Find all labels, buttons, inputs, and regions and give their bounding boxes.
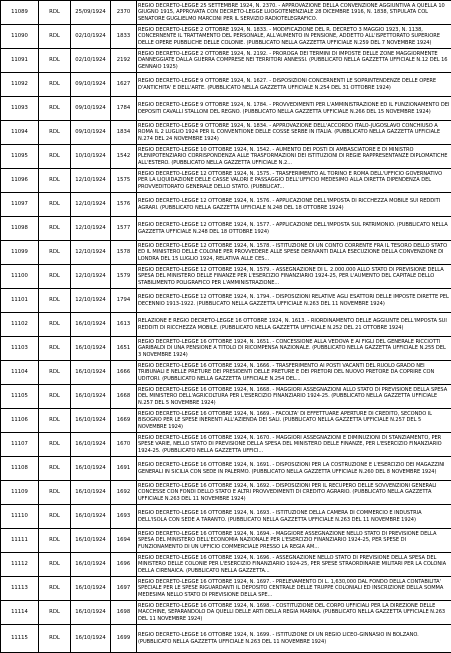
- decree-date: 12/10/1924: [71, 289, 111, 313]
- decree-number: 11104: [1, 361, 39, 385]
- decree-type: RDL: [39, 601, 71, 625]
- table-row: [1, 481, 451, 505]
- table-row: [1, 553, 451, 577]
- decree-date: 02/10/1924: [71, 25, 111, 49]
- decree-number: 11109: [1, 481, 39, 505]
- table-row: [1, 361, 451, 385]
- decree-description: REGIO DECRETO-LEGGE 16 OTTOBRE 1924, N. 1666. - TRASFERIMENTO AI POSTI VACANTI DEL RUOLO GRADO NEI TRIBUNALI E NELLE PRETURE DEI PRESIDENTI DELLE PRETURE E DEI PRETORI DEL NUOVO PRETORE DA COPRIRE CON UDITORI. (PUBBLICATO NELLA GAZZETTA UFFICIALE N.254 DEL...: [137, 361, 451, 385]
- decree-description: REGIO DECRETO-LEGGE 16 OTTOBRE 1924, N. 1668. - MAGGIORI ASSEGNAZIONI ALLO STATO DI PREVISIONE DELLA SPESA DEL MINISTERO DELL'AGRICOLTURA PER L'ESERCIZIO FINANZIARIO 1924-25. (PUBBLICATO NELLA GAZZETTA UFFICIALE N.257 DEL 5 NOVEMBRE 1924): [137, 385, 451, 409]
- decree-description: REGIO DECRETO-LEGGE 2 OTTOBRE 1924, N. 1833. - MODIFICAZIONE DEL R. DECRETO 3 MAGGIO 1923, N. 1138, CONCERNENTE IL TRATTAMENTO DEL PERSONALE, ALL'AUMENTO IN PENSIONE, ADDETTO ALL'ISPETTORATO SUPERIORE DELLE OPERE PUBBLICHE DELLE COLONIE. (PUBBLICATO NELLA GAZZETTA UFFICIALE N.259 DEL 7 NOVEMBRE 1924): [137, 25, 451, 49]
- decree-description: REGIO DECRETO-LEGGE 12 OTTOBRE 1924, N. 1576. - APPLICAZIONE DELL'IMPOSTA DI RICCHEZZA MOBILE SUI REDDITI AGRARI. (PUBBLICATO NELLA GAZZETTA UFFICIALE N.248 DEL 18 OTTOBRE 1924): [137, 193, 451, 217]
- table-row: [1, 505, 451, 529]
- table-row: [1, 25, 451, 49]
- decree-code: 1696: [111, 553, 137, 577]
- decree-type: RDL: [39, 313, 71, 337]
- decree-number: 11097: [1, 193, 39, 217]
- decree-number: 11107: [1, 433, 39, 457]
- decree-description: REGIO DECRETO-LEGGE 12 OTTOBRE 1924, N. 1794. - DISPOSIZIONI RELATIVE AGLI ESATTORI DELLE IMPOSTE DIRETTE PEL DECENNIO 1913-1922. (PUBBLICATO NELLA GAZZETTA UFFICIALE N.263 DEL 11 NOVEMBRE 1924): [137, 289, 451, 313]
- decree-date: 12/10/1924: [71, 241, 111, 265]
- decree-number: 11112: [1, 553, 39, 577]
- table-row: [1, 1, 451, 25]
- decree-type: RDL: [39, 1, 71, 25]
- decree-description: REGIO DECRETO-LEGGE 16 OTTOBRE 1924, N. 1670. - MAGGIORI ASSEGNAZIONI E DIMINUZIONI DI STANZIAMENTO, PER SPESE VARIE, NELLO STATO DI PREVISIONE DELLA SPESA DEL MINISTERO DELLE FINANZE, PER L'ESERCIZIO FINANZIARIO 1924-25. (PUBBLICATO NELLA GAZZETTA UFFICI...: [137, 433, 451, 457]
- decree-date: 16/10/1924: [71, 337, 111, 361]
- decree-code: 1691: [111, 457, 137, 481]
- decree-type: RDL: [39, 169, 71, 193]
- decree-code: 1698: [111, 601, 137, 625]
- decree-description: RELAZIONE E REGIO DECRETO-LEGGE 16 OTTOBRE 1924, N. 1613. - RIORDINAMENTO DELLE AGGIUNTE DELL'IMPOSTA SUI REDDITI DI RICCHEZZA MOBILE. (PUBBLICATO NELLA GAZZETTA UFFICIALE N.252 DEL 21 OTTOBRE 1924): [137, 313, 451, 337]
- table-row: [1, 97, 451, 121]
- decree-code: 1697: [111, 577, 137, 601]
- decree-number: 11099: [1, 241, 39, 265]
- decree-number: 11105: [1, 385, 39, 409]
- decree-number: 11110: [1, 505, 39, 529]
- decree-date: 02/10/1924: [71, 49, 111, 73]
- decree-description: REGIO DECRETO-LEGGE 12 OTTOBRE 1924, N. 1575. - TRASFERIMENTO AL TORINO E ROMA DELL'UFFICIO GOVERNATIVO PER LA LIQUIDAZIONE DELLE CASSE VALORI E PASSAGGIO DELL'UFFICIO MEDESIMO ALLA DIRETTA DIPENDENZA DEL PROVVEDITORATO GENERALE DELLO STATO. (PUBBLICAT...: [137, 169, 451, 193]
- decree-type: RDL: [39, 529, 71, 553]
- decree-code: 1669: [111, 409, 137, 433]
- decree-number: 11108: [1, 457, 39, 481]
- decree-description: REGIO DECRETO-LEGGE 16 OTTOBRE 1924, N. 1698. - COSTITUZIONE DEL CORPO UFFICIALI PER LA DIREZIONE DELLE MACCHINE, SEPARANDOLO DA QUELLI DELLE ARTI DELLA REGIA MARINA. (PUBBLICATO NELLA GAZZETTA UFFICIALE N.263 DEL 11 NOVEMBRE 1924): [137, 601, 451, 625]
- decree-code: 1670: [111, 433, 137, 457]
- table-row: [1, 121, 451, 145]
- decree-code: 1578: [111, 241, 137, 265]
- table-row: [1, 577, 451, 601]
- decree-number: 11103: [1, 337, 39, 361]
- decree-description: REGIO DECRETO-LEGGE 9 OTTOBRE 1924, N. 1627. - DISPOSIZIONI CONCERNENTI LE SOPRINTENDENZE DELLE OPERE D'ANTICHITA' E DELL'ARTE. (PUBBLICATO NELLA GAZZETTA UFFICIALE N.254 DEL 31 OTTOBRE 1924): [137, 73, 451, 97]
- decree-date: 10/10/1924: [71, 145, 111, 169]
- decree-description: REGIO DECRETO-LEGGE 9 OTTOBRE 1924, N. 1784. - PROVVEDIMENTI PER L'AMMINISTRAZIONE ED IL FUNZIONAMENTO DEI DEPOSITI CAVALLI STALLONI DEL REGNO. (PUBBLICATO NELLA GAZZETTA UFFICIALE N.266 DEL 15 NOVEMBRE 1924): [137, 97, 451, 121]
- decree-type: RDL: [39, 625, 71, 653]
- decree-code: 1627: [111, 73, 137, 97]
- decree-description: REGIO DECRETO-LEGGE 16 OTTOBRE 1924, N. 1669. - FACOLTA' DI EFFETTUARE APERTURE DI CREDITO, SECONDO IL BISOGNO PER LE SPESE INERENTI ALL'AZIENDA DEI SALI. (PUBBLICATO NELLA GAZZETTA UFFICIALE N.257 DEL 5 NOVEMBRE 1924): [137, 409, 451, 433]
- decree-code: 1542: [111, 145, 137, 169]
- decree-code: 1576: [111, 193, 137, 217]
- table-body: [1, 1, 451, 653]
- decree-type: RDL: [39, 193, 71, 217]
- decree-number: 11100: [1, 265, 39, 289]
- decree-date: 16/10/1924: [71, 505, 111, 529]
- decree-code: 1651: [111, 337, 137, 361]
- decree-description: REGIO DECRETO-LEGGE 12 OTTOBRE 1924, N. 1579. - ASSEGNAZIONE DI L. 2.000.000 ALLO STATO DI PREVISIONE DELLA SPESA DEL MINISTERO DELLE FINANZE PER L'ESERCIZIO FINANZIARIO 1924-25, PER L'AUMENTO DEL CAPITALE DELLO STABILIMENTO POLIGRAFICO PER L'AMMINISTRAZIONE...: [137, 265, 451, 289]
- table-row: [1, 625, 451, 653]
- decree-code: 1784: [111, 97, 137, 121]
- decree-type: RDL: [39, 553, 71, 577]
- decree-type: RDL: [39, 481, 71, 505]
- table-row: [1, 49, 451, 73]
- decree-code: 1693: [111, 505, 137, 529]
- decree-description: REGIO DECRETO-LEGGE 2 OTTOBRE 1924, N. 2192. - PROROGA DEI TERMINI DI IMPOSTE DELLE ZONE MAGGIORMENTE DANNEGGIATE DALLA GUERRA COMPRESE NEI TERRITORI ANNESSI. (PUBBLICATO NELLA GAZZETTA UFFICIALE N.12 DEL 16 GENNAIO 1925): [137, 49, 451, 73]
- decree-description: REGIO DECRETO-LEGGE 25 SETTEMBRE 1924, N. 2370. - APPROVAZIONE DELLA CONVENZIONE AGGIUNTIVA A QUELLA 10 GIUGNO 1915, APPROVATA CON DECRETO-LEGGE LUOGOTENENZIALE 28 DICEMBRE 1916, N. 1838, STIPULATA COL SENATORE GUGLIELMO MARCONI PER IL SERVIZIO RADIOTELEGRAFICO.: [137, 1, 451, 25]
- decree-type: RDL: [39, 97, 71, 121]
- decree-number: 11106: [1, 409, 39, 433]
- decree-type: RDL: [39, 361, 71, 385]
- decree-description: REGIO DECRETO-LEGGE 16 OTTOBRE 1924, N. 1694. - MAGGIORE ASSEGNAZIONE NELLO STATO DI PREVISIONE DELLA SPESA DEL MINISTERO DELL'ECONOMIA NAZIONALE PER L'ESERCIZIO FINANZIARIO 1924-25, PER SPESE DI FUNZIONAMENTO DI UN UFFICIO COMMERCIALE PRESSO LA REGIA AM...: [137, 529, 451, 553]
- decree-number: 11094: [1, 121, 39, 145]
- decree-code: 1794: [111, 289, 137, 313]
- table-row: [1, 145, 451, 169]
- decree-description: REGIO DECRETO-LEGGE 12 OTTOBRE 1924, N. 1577. - APPLICAZIONE DELL'IMPOSTA SUL PATRIMONIO. (PUBBLICATO NELLA GAZZETTA UFFICIALE N.248 DEL 18 OTTOBRE 1924): [137, 217, 451, 241]
- decree-date: 16/10/1924: [71, 625, 111, 653]
- decree-date: 16/10/1924: [71, 577, 111, 601]
- decree-number: 11111: [1, 529, 39, 553]
- decree-date: 16/10/1924: [71, 313, 111, 337]
- decree-date: 16/10/1924: [71, 601, 111, 625]
- decree-code: 2192: [111, 49, 137, 73]
- table-row: [1, 193, 451, 217]
- decree-number: 11090: [1, 25, 39, 49]
- decree-type: RDL: [39, 49, 71, 73]
- decree-number: 11093: [1, 97, 39, 121]
- decree-date: 12/10/1924: [71, 169, 111, 193]
- decree-number: 11091: [1, 49, 39, 73]
- decree-date: 16/10/1924: [71, 385, 111, 409]
- decree-date: 16/10/1924: [71, 361, 111, 385]
- decree-description: REGIO DECRETO-LEGGE 16 OTTOBRE 1924, N. 1692. - DISPOSIZIONI PER IL RECUPERO DELLE SOVVENZIONI GENERALI CONCESSE CON FONDI DELLO STATO E ALTRI PROVVEDIMENTI DI CREDITO AGRARIO. (PUBBLICATO NELLA GAZZETTA UFFICIALE N.263 DEL 11 NOVEMBRE 1924): [137, 481, 451, 505]
- table-row: [1, 601, 451, 625]
- decree-date: 16/10/1924: [71, 457, 111, 481]
- decree-type: RDL: [39, 73, 71, 97]
- table-row: [1, 169, 451, 193]
- decree-date: 16/10/1924: [71, 433, 111, 457]
- table-row: [1, 457, 451, 481]
- table-row: [1, 265, 451, 289]
- decree-description: REGIO DECRETO-LEGGE 16 OTTOBRE 1924, N. 1693. - ISTITUZIONE DELLA CAMERA DI COMMERCIO E INDUSTRIA DELL'ISOLA CON SEDE A TARANTO. (PUBBLICATO NELLA GAZZETTA UFFICIALE N.263 DEL 11 NOVEMBRE 1924): [137, 505, 451, 529]
- decree-number: 11096: [1, 169, 39, 193]
- table-row: [1, 73, 451, 97]
- decree-type: RDL: [39, 217, 71, 241]
- decree-number: 11095: [1, 145, 39, 169]
- decree-description: REGIO DECRETO-LEGGE 9 OTTOBRE 1924, N. 1834. - APPROVAZIONE DELL'ACCORDO ITALO-JUGOSLAVO CONCHIUSO A ROMA IL 2 LUGLIO 1924 PER IL CONVENTIONE DELLE COSSE SERBE IN ITALIA. (PUBBLICATO NELLA GAZZETTA UFFICIALE N.274 DEL 24 NOVEMBRE 1924): [137, 121, 451, 145]
- decree-number: 11115: [1, 625, 39, 653]
- decree-description: REGIO DECRETO-LEGGE 16 OTTOBRE 1924, N. 1651. - CONCESSIONE ALLA VEDOVA E AI FIGLI DEL GENERALE RICCIOTTI GARIBALDI DI UNA PENSIONE A TITOLO DI RICOMPENSA NAZIONALE. (PUBBLICATO NELLA GAZZETTA UFFICIALE N.255 DEL 3 NOVEMBRE 1924): [137, 337, 451, 361]
- table-row: [1, 409, 451, 433]
- decree-code: 1577: [111, 217, 137, 241]
- decree-description: REGIO DECRETO-LEGGE 16 OTTOBRE 1924, N. 1697. - PRELEVAMENTO DI L. 1,630,000 DAL FONDO DELLA CONTABILITA' SPECIALE PER LE SPESE RIGUARDANTI IL DEPOSITO CENTRALE DELLE TRUPPE COLONIALI ED INSCRIZIONE DELLA SOMMA MEDESIMA NELLO STATO DI PREVISIONE DELLA SPE...: [137, 577, 451, 601]
- decree-type: RDL: [39, 145, 71, 169]
- table-row: [1, 217, 451, 241]
- decree-date: 09/10/1924: [71, 121, 111, 145]
- decree-number: 11101: [1, 289, 39, 313]
- decree-code: 1699: [111, 625, 137, 653]
- decree-code: 1668: [111, 385, 137, 409]
- decree-type: RDL: [39, 505, 71, 529]
- decree-date: 16/10/1924: [71, 529, 111, 553]
- decree-date: 25/09/1924: [71, 1, 111, 25]
- decree-number: 11092: [1, 73, 39, 97]
- decree-code: 1692: [111, 481, 137, 505]
- decree-code: 1694: [111, 529, 137, 553]
- decree-type: RDL: [39, 577, 71, 601]
- decree-type: RDL: [39, 337, 71, 361]
- decree-number: 11089: [1, 1, 39, 25]
- decree-type: RDL: [39, 265, 71, 289]
- decree-date: 09/10/1924: [71, 73, 111, 97]
- table-row: [1, 313, 451, 337]
- decree-description: REGIO DECRETO-LEGGE 16 OTTOBRE 1924, N. 1699. - ISTITUZIONE DI UN REGIO LICEO-GINNASIO IN BOLZANO. (PUBBLICATO NELLA GAZZETTA UFFICIALE N.263 DEL 11 NOVEMBRE 1924): [137, 625, 451, 653]
- decree-date: 09/10/1924: [71, 97, 111, 121]
- decree-date: 12/10/1924: [71, 265, 111, 289]
- decree-date: 12/10/1924: [71, 217, 111, 241]
- decree-type: RDL: [39, 457, 71, 481]
- decree-code: 1834: [111, 121, 137, 145]
- decree-code: 1613: [111, 313, 137, 337]
- decree-number: 11098: [1, 217, 39, 241]
- decree-number: 11102: [1, 313, 39, 337]
- decree-type: RDL: [39, 121, 71, 145]
- table-row: [1, 433, 451, 457]
- decree-description: REGIO DECRETO-LEGGE 10 OTTOBRE 1924, N. 1542. - AUMENTO DEI POSTI DI AMBASCIATORE E DI MINISTRO PLENIPOTENZIARIO CORRISPONDENZA ALLE TRASFORMAZIONI DEI ISTITUZIONI DI REGIE RAPPRESENTANZE DIPLOMATICHE ALL'ESTERO. (PUBBLICATO NELLA GAZZETTA UFFICIALE N.2...: [137, 145, 451, 169]
- decree-type: RDL: [39, 385, 71, 409]
- table-row: [1, 337, 451, 361]
- decree-description: REGIO DECRETO-LEGGE 12 OTTOBRE 1924, N. 1578. - ISTITUZIONE DI UN CONTO CORRENTE FRA IL TESORO DELLO STATO ED IL MINISTERO DELLE COLONIE PER PROVVEDERE ALLE SPESE DERIVANTI DALLA ESECUZIONE DELLA CONVENZIONE DI LONDRA DEL 15 LUGLIO 1924, RELATIVA ALLE CES...: [137, 241, 451, 265]
- table-row: [1, 241, 451, 265]
- decree-code: 2370: [111, 1, 137, 25]
- decree-date: 12/10/1924: [71, 193, 111, 217]
- table-row: [1, 289, 451, 313]
- decree-date: 16/10/1924: [71, 409, 111, 433]
- decree-type: RDL: [39, 25, 71, 49]
- decree-type: RDL: [39, 241, 71, 265]
- decree-code: 1579: [111, 265, 137, 289]
- decree-date: 16/10/1924: [71, 553, 111, 577]
- decree-date: 16/10/1924: [71, 481, 111, 505]
- decree-description: REGIO DECRETO-LEGGE 16 OTTOBRE 1924, N. 1691. - DISPOSIZIONI PER LA COSTRUZIONE E L'ESERCIZIO DEI MAGAZZINI GENERALI IN SICILIA CON SEDE IN PALERMO. (PUBBLICATO NELLA GAZZETTA UFFICIALE N.260 DEL 8 NOVEMBRE 1924): [137, 457, 451, 481]
- decree-code: 1666: [111, 361, 137, 385]
- decree-code: 1833: [111, 25, 137, 49]
- decree-description: REGIO DECRETO-LEGGE 16 OTTOBRE 1924, N. 1696. - ASSEGNAZIONE NELLO STATO DI PREVISIONE DELLA SPESA DEL MINISTERO DELLE COLONIE PER L'ESERCIZIO FINANZIARIO 1924-25, PER SPESE STRAORDINARIE MILITARI PER LA COLONIA DELLA CIRENAICA. (PUBBLICATO NELLA GAZZETTA...: [137, 553, 451, 577]
- decree-number: 11114: [1, 601, 39, 625]
- decree-number: 11113: [1, 577, 39, 601]
- decree-type: RDL: [39, 433, 71, 457]
- decree-code: 1575: [111, 169, 137, 193]
- decree-type: RDL: [39, 409, 71, 433]
- table-row: [1, 529, 451, 553]
- decree-type: RDL: [39, 289, 71, 313]
- table-row: [1, 385, 451, 409]
